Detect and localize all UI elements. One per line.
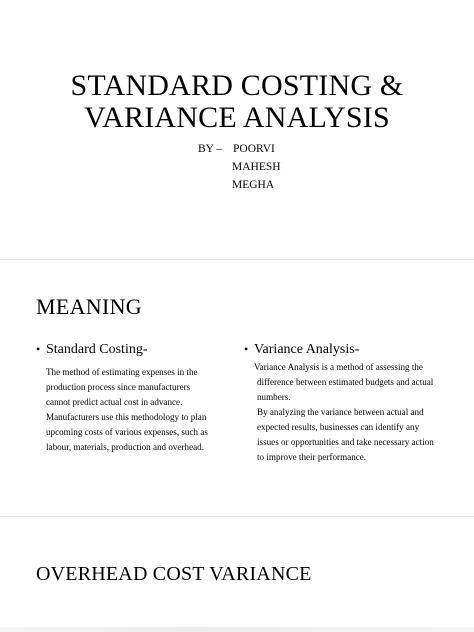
text-line: to improve their performance. — [257, 452, 367, 462]
title-line-2: VARIANCE ANALYSIS — [84, 101, 390, 134]
page-footer-strip — [0, 627, 474, 632]
text-line: The method of estimating expenses in the — [46, 367, 198, 377]
standard-costing-label: Standard Costing- — [46, 342, 148, 357]
text-line: Variance Analysis is a method of assessing the — [254, 362, 423, 372]
text-line: production process since manufacturers — [46, 382, 191, 392]
author-name: MEGHA — [232, 179, 275, 191]
author-name: POORVI — [233, 143, 275, 155]
text-line: expected results, businesses can identify any — [257, 422, 420, 432]
author-list — [232, 140, 281, 194]
variance-analysis-text — [244, 360, 444, 465]
text-line: labour, materials, production and overhead. — [46, 442, 204, 452]
standard-costing-section — [36, 340, 236, 455]
standard-costing-text — [36, 365, 236, 455]
author-name: MAHESH — [232, 161, 281, 173]
text-line: difference between estimated budgets and actual — [257, 377, 434, 387]
meaning-slide — [0, 259, 474, 516]
title-slide — [0, 0, 474, 258]
bullet-icon: • — [36, 342, 41, 356]
title-line-1: STANDARD COSTING & — [70, 69, 404, 102]
variance-analysis-section — [244, 340, 444, 465]
presentation-title — [0, 70, 474, 134]
text-line: upcoming costs of various expenses, such as — [46, 427, 208, 437]
meaning-heading: MEANING — [36, 294, 142, 319]
overhead-slide — [0, 516, 474, 632]
text-line: Manufacturers use this methodology to plan — [46, 412, 207, 422]
bullet-icon: • — [244, 342, 249, 356]
by-label: BY – — [198, 143, 223, 155]
text-line: cannot predict actual cost in advance. — [46, 397, 183, 407]
text-line: By analyzing the variance between actual and — [257, 407, 424, 417]
standard-costing-heading — [36, 340, 236, 359]
text-line: issues or opportunities and take necessary action — [257, 437, 434, 447]
variance-analysis-label: Variance Analysis- — [254, 342, 360, 357]
overhead-heading: OVERHEAD COST VARIANCE — [36, 563, 312, 585]
variance-analysis-heading — [244, 340, 444, 359]
text-line: numbers. — [257, 392, 291, 402]
